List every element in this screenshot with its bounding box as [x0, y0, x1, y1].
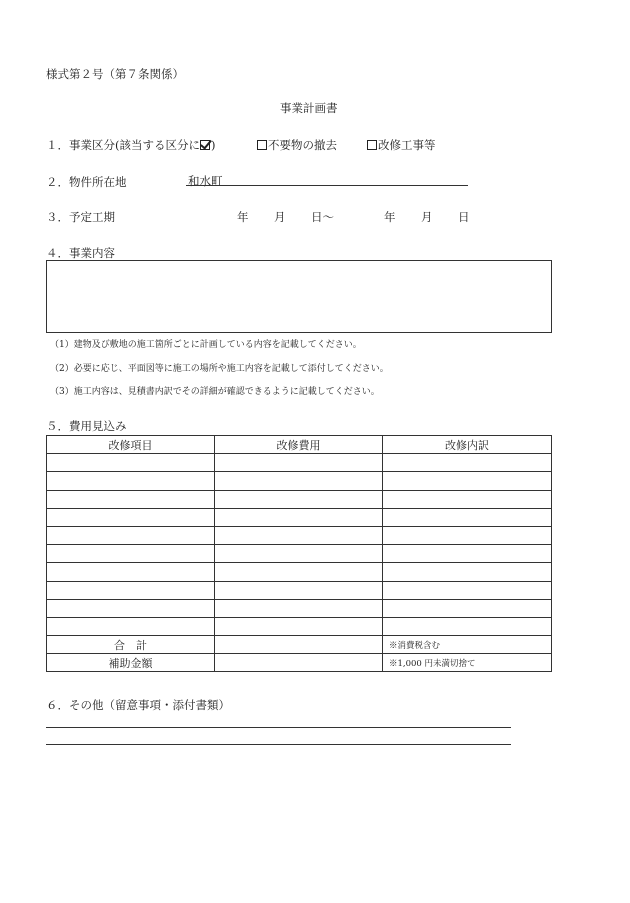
- page-title: 事業計画書: [280, 101, 338, 115]
- cost-cell[interactable]: [215, 472, 383, 490]
- subsidy-amount-cell[interactable]: [215, 654, 383, 672]
- item-cell[interactable]: [47, 472, 215, 490]
- item-cell[interactable]: [47, 599, 215, 617]
- item-cell[interactable]: [47, 545, 215, 563]
- option-renovation[interactable]: [367, 137, 436, 153]
- cost-cell[interactable]: [215, 508, 383, 526]
- location-underline: [186, 185, 468, 186]
- option-remove-label: 不要物の撤去: [268, 138, 337, 152]
- start-month: 月: [274, 210, 286, 224]
- location-value[interactable]: 和水町: [188, 174, 223, 188]
- cost-cell[interactable]: [215, 617, 383, 635]
- breakdown-cell[interactable]: [383, 472, 552, 490]
- header-cost: 改修費用: [215, 436, 383, 454]
- section2-label: ２．物件所在地: [46, 175, 127, 189]
- subsidy-note: ※1,000 円未満切捨て: [383, 654, 552, 672]
- cost-cell[interactable]: [215, 599, 383, 617]
- cost-cell[interactable]: [215, 563, 383, 581]
- item-cell[interactable]: [47, 563, 215, 581]
- breakdown-cell[interactable]: [383, 617, 552, 635]
- item-cell[interactable]: [47, 490, 215, 508]
- checkbox-remove[interactable]: [257, 140, 267, 150]
- note-2: （2）必要に応じ、平面図等に施工の場所や施工内容を記載して添付してください。: [50, 364, 389, 374]
- breakdown-cell[interactable]: [383, 490, 552, 508]
- item-cell[interactable]: [47, 508, 215, 526]
- section6-label: ６．その他（留意事項・添付書類）: [46, 698, 230, 712]
- cost-table: [46, 435, 552, 672]
- item-cell[interactable]: [47, 454, 215, 472]
- section3-label: ３．予定工期: [46, 210, 115, 224]
- breakdown-cell[interactable]: [383, 545, 552, 563]
- table-row: [47, 545, 552, 563]
- breakdown-cell[interactable]: [383, 563, 552, 581]
- section1-label-end: ): [211, 138, 216, 152]
- checkbox-renovation[interactable]: [367, 140, 377, 150]
- breakdown-cell[interactable]: [383, 526, 552, 544]
- section5-label: ５．費用見込み: [46, 419, 127, 433]
- cost-cell[interactable]: [215, 490, 383, 508]
- breakdown-cell[interactable]: [383, 599, 552, 617]
- item-cell[interactable]: [47, 581, 215, 599]
- total-cost-cell[interactable]: [215, 636, 383, 654]
- cost-cell[interactable]: [215, 454, 383, 472]
- breakdown-cell[interactable]: [383, 581, 552, 599]
- breakdown-cell[interactable]: [383, 508, 552, 526]
- table-row: [47, 490, 552, 508]
- table-header-row: [47, 436, 552, 454]
- option-renovation-label: 改修工事等: [378, 138, 436, 152]
- header-breakdown: 改修内訳: [383, 436, 552, 454]
- total-row: [47, 636, 552, 654]
- start-day: 日～: [311, 210, 334, 224]
- total-note: ※消費税含む: [383, 636, 552, 654]
- table-row: [47, 617, 552, 635]
- form-number: 様式第２号（第７条関係）: [46, 67, 184, 81]
- table-row: [47, 454, 552, 472]
- end-month: 月: [421, 210, 433, 224]
- option-remove-unneeded[interactable]: [257, 137, 337, 153]
- start-year: 年: [237, 210, 249, 224]
- subsidy-label: 補助金額: [47, 654, 215, 672]
- cost-cell[interactable]: [215, 581, 383, 599]
- subsidy-row: [47, 654, 552, 672]
- table-row: [47, 599, 552, 617]
- end-day: 日: [458, 210, 470, 224]
- cost-cell[interactable]: [215, 545, 383, 563]
- other-line-1[interactable]: [46, 727, 511, 728]
- table-row: [47, 508, 552, 526]
- item-cell[interactable]: [47, 617, 215, 635]
- section1-label: １．事業区分(該当する区分に: [46, 138, 200, 152]
- table-row: [47, 526, 552, 544]
- note-1: （1）建物及び敷地の施工箇所ごとに計画している内容を記載してください。: [50, 340, 362, 350]
- total-label: 合 計: [47, 636, 215, 654]
- item-cell[interactable]: [47, 526, 215, 544]
- section1-row: [46, 137, 216, 153]
- header-item: 改修項目: [47, 436, 215, 454]
- section4-label: ４．事業内容: [46, 246, 115, 260]
- table-row: [47, 563, 552, 581]
- cost-cell[interactable]: [215, 526, 383, 544]
- end-year: 年: [384, 210, 396, 224]
- checked-box-icon: [200, 140, 210, 150]
- table-row: [47, 472, 552, 490]
- table-row: [47, 581, 552, 599]
- breakdown-cell[interactable]: [383, 454, 552, 472]
- note-3: （3）施工内容は、見積書内訳でその詳細が確認できるように記載してください。: [50, 387, 380, 397]
- business-content-box[interactable]: [46, 260, 552, 333]
- other-line-2[interactable]: [46, 744, 511, 745]
